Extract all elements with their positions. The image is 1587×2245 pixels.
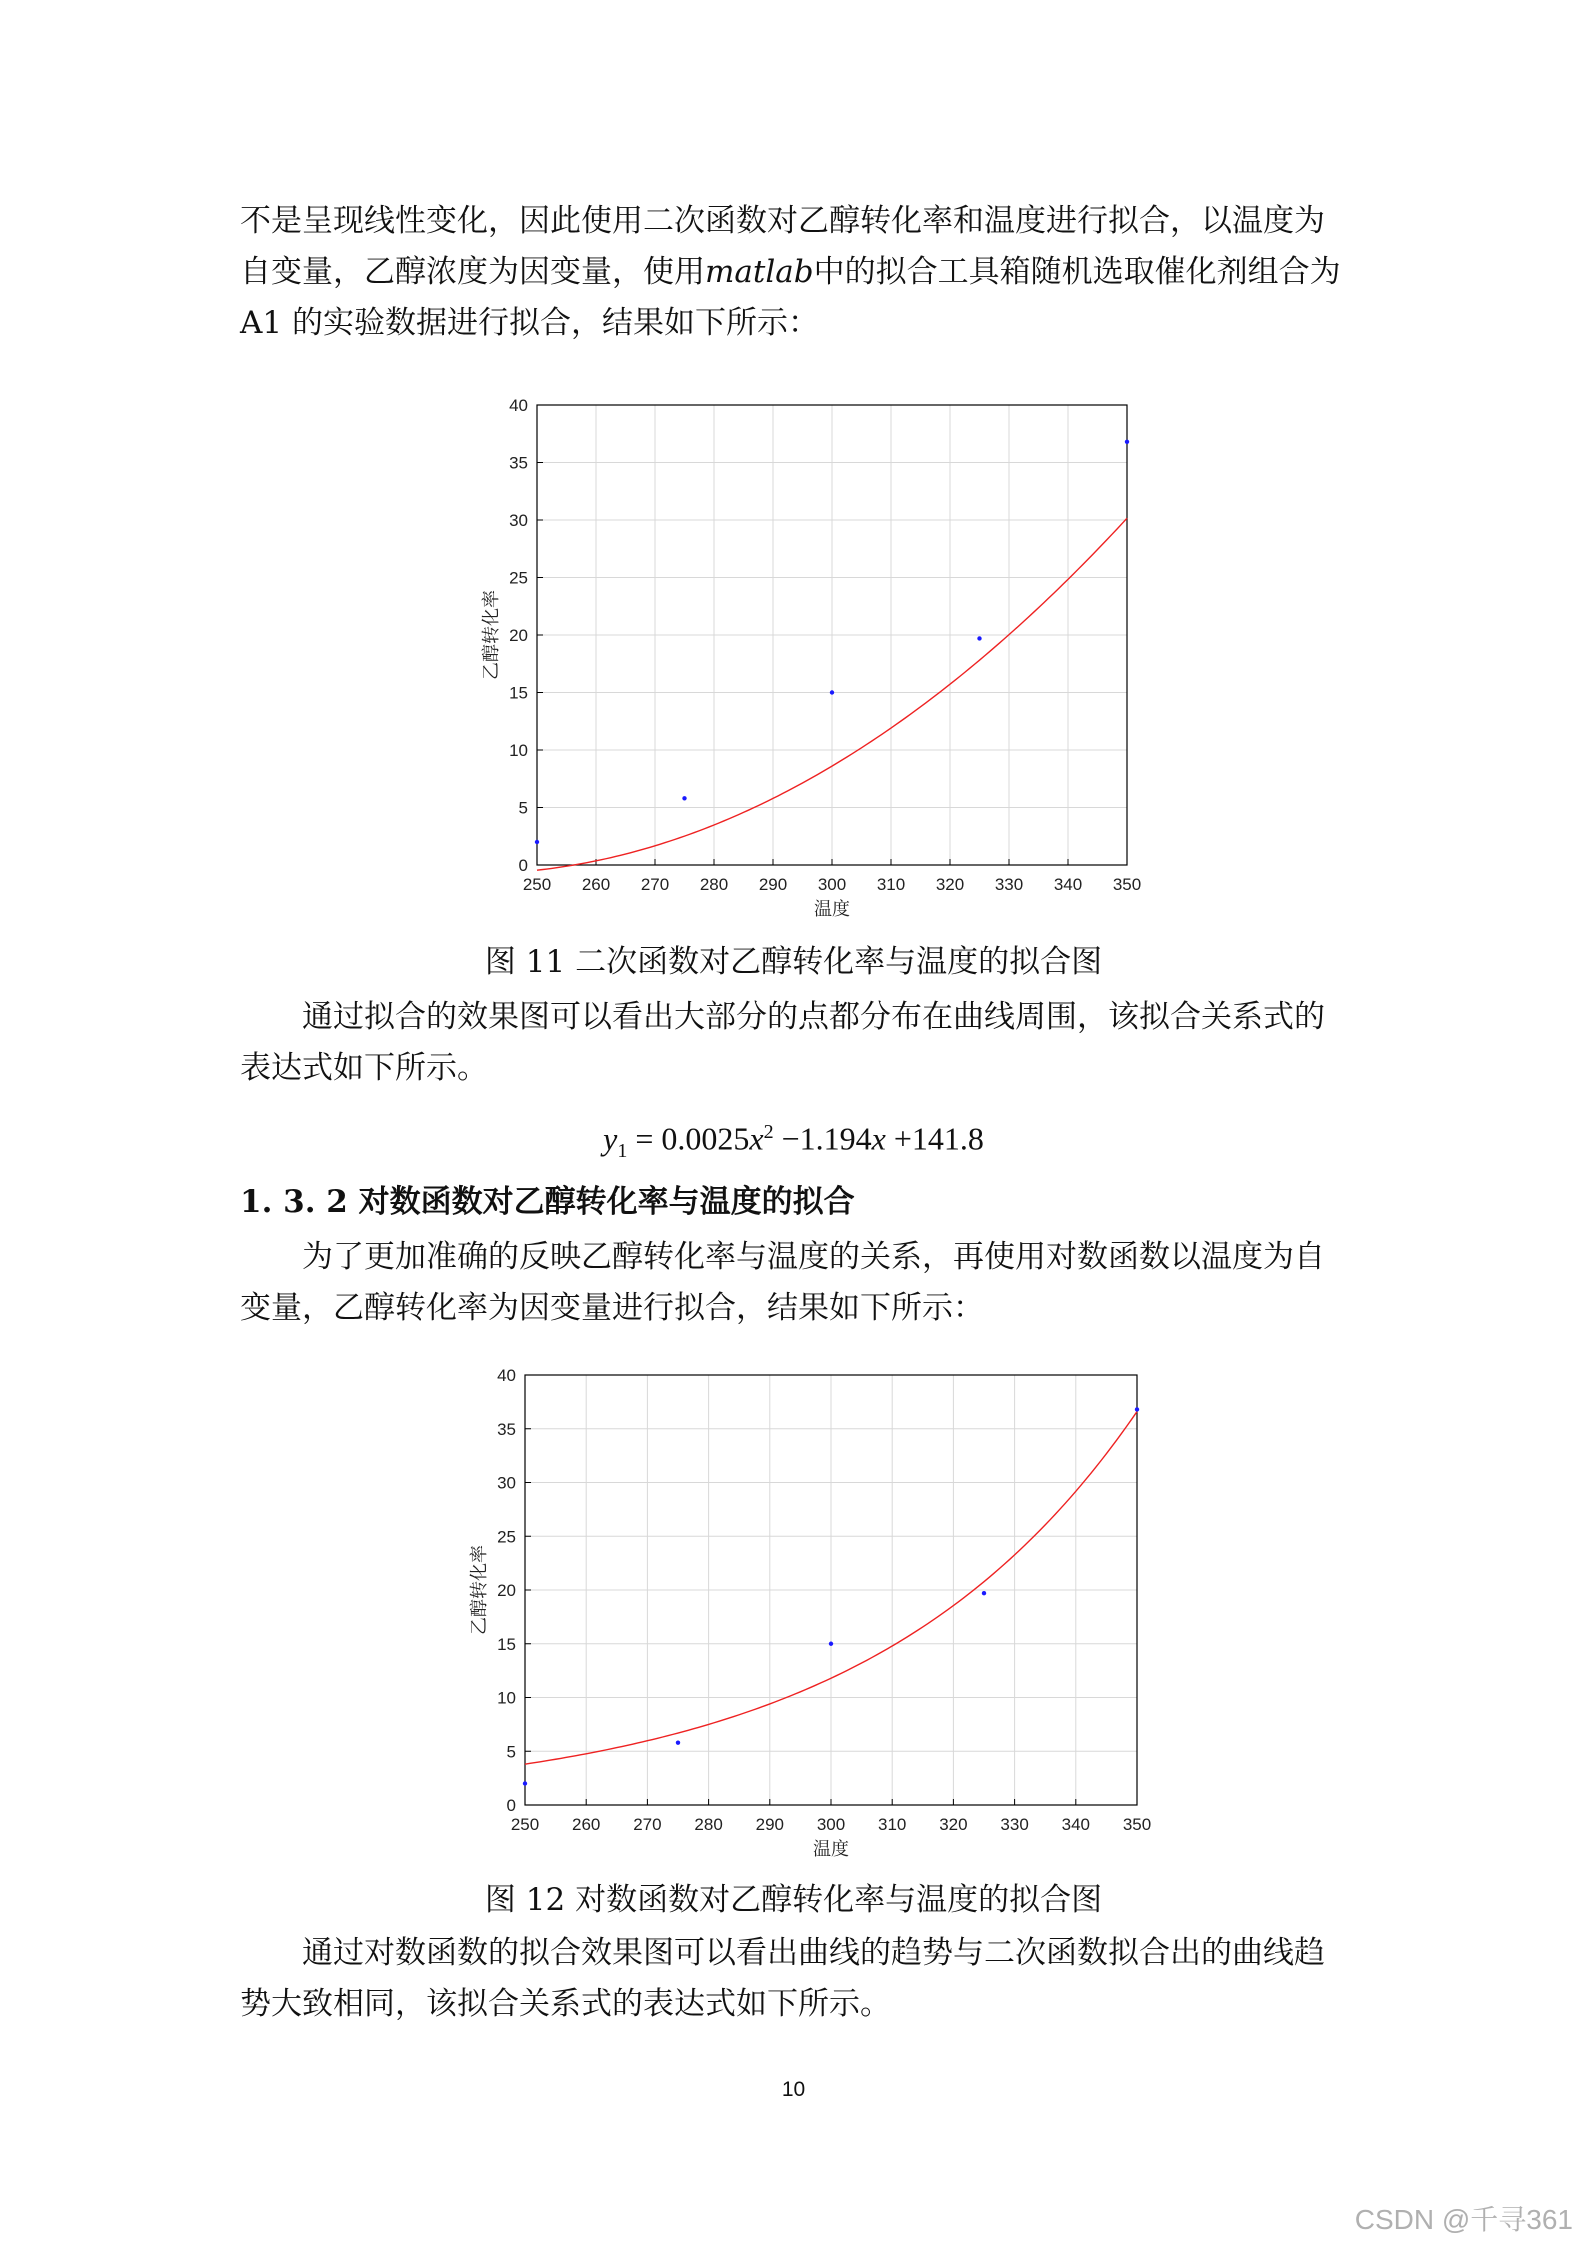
x-tick-label: 320 (939, 1815, 968, 1834)
x-tick-label: 330 (1000, 1815, 1029, 1834)
y-axis-label: 乙醇转化率 (481, 590, 501, 680)
data-point (1135, 1407, 1139, 1411)
y-tick-label: 35 (509, 453, 528, 473)
x-tick-label: 280 (699, 875, 729, 894)
y-tick-label: 35 (497, 1419, 516, 1439)
data-point (535, 840, 539, 844)
y-tick-label: 10 (509, 741, 528, 760)
page-number: 10 (781, 2078, 806, 2101)
figure-11-caption: 图 11 二次函数对乙醇转化率与温度的拟合图 (484, 944, 1103, 980)
x-tick-label: 350 (1112, 875, 1142, 894)
y-tick-label: 20 (509, 626, 528, 645)
x-tick-label: 350 (1122, 1815, 1152, 1834)
intro-text: 不是呈现线性变化，因此使用二次函数对乙醇转化率和温度进行拟合，以温度为自变量，乙醇浓度为因变量，使用 (240, 203, 1325, 290)
paragraph-fit-result: 通过拟合的效果图可以看出大部分的点都分布在曲线周围，该拟合关系式的表达式如下所示。 (240, 999, 1325, 1086)
y-tick-label: 0 (518, 856, 528, 875)
eq-sup: 2 (763, 1121, 774, 1143)
matlab-term: matlab (705, 254, 814, 290)
x-tick-label: 320 (935, 875, 965, 894)
data-point (1125, 440, 1129, 444)
x-tick-label: 260 (572, 1815, 601, 1834)
data-point (829, 1642, 833, 1646)
x-tick-label: 270 (633, 1815, 662, 1834)
y-tick-label: 20 (497, 1581, 516, 1600)
x-tick-label: 290 (755, 1815, 784, 1834)
y-tick-label: 5 (506, 1742, 516, 1762)
y-tick-label: 25 (509, 568, 528, 588)
figure-12-chart (465, 1365, 1165, 1865)
x-tick-label: 340 (1053, 875, 1083, 894)
x-tick-label: 310 (876, 875, 906, 894)
x-tick-label: 310 (878, 1815, 907, 1834)
y-tick-label: 10 (497, 1688, 516, 1708)
intro-text-rest: 中的拟合工具箱随机选取催化剂组合为A1 的实验数据进行拟合，结果如下所示： (240, 254, 1341, 341)
paragraph-log-intro: 为了更加准确的反映乙醇转化率与温度的关系，再使用对数函数以温度为自变量，乙醇转化率为因变量进行拟合，结果如下所示： (240, 1239, 1325, 1326)
y-tick-label: 5 (518, 798, 528, 818)
data-point (977, 636, 981, 640)
figure-12-caption: 图 12 对数函数对乙醇转化率与温度的拟合图 (484, 1882, 1103, 1918)
eq-x: x (749, 1120, 764, 1157)
x-tick-label: 340 (1061, 1815, 1090, 1834)
eq-coef-a: = 0.0025 (627, 1120, 750, 1157)
watermark: CSDN @千寻361 (1354, 2204, 1573, 2235)
paragraph-intro (240, 196, 1342, 349)
x-tick-label: 300 (816, 1815, 846, 1834)
y-tick-label: 30 (497, 1473, 516, 1493)
fit-equation (0, 1112, 1587, 1171)
eq-x2: x (871, 1120, 886, 1157)
x-tick-label: 250 (510, 1815, 540, 1834)
y-tick-label: 30 (509, 511, 528, 530)
y-axis-label: 乙醇转化率 (469, 1545, 489, 1635)
eq-y: y (603, 1120, 618, 1157)
eq-coef-b: −1.194 (773, 1120, 872, 1157)
eq-sub: 1 (617, 1140, 628, 1163)
x-axis-label: 温度 (814, 899, 850, 919)
x-tick-label: 270 (640, 875, 670, 894)
eq-const: +141.8 (885, 1120, 984, 1157)
figure-11-chart (480, 395, 1160, 930)
data-point (676, 1740, 680, 1744)
data-point (830, 690, 834, 694)
x-tick-label: 260 (581, 875, 611, 894)
x-tick-label: 330 (994, 875, 1024, 894)
y-tick-label: 40 (497, 1366, 516, 1385)
y-tick-label: 0 (506, 1796, 516, 1815)
x-tick-label: 290 (758, 875, 788, 894)
data-point (523, 1781, 527, 1785)
x-axis-label: 温度 (813, 1839, 849, 1859)
x-tick-label: 250 (522, 875, 552, 894)
paragraph-log-result: 通过对数函数的拟合效果图可以看出曲线的趋势与二次函数拟合出的曲线趋势大致相同，该拟合关系式的表达式如下所示。 (240, 1935, 1325, 2022)
y-tick-label: 15 (497, 1634, 516, 1654)
data-point (982, 1591, 986, 1595)
section-heading: 1. 3. 2 对数函数对乙醇转化率与温度的拟合 (240, 1184, 855, 1220)
data-point (682, 796, 686, 800)
y-tick-label: 40 (509, 396, 528, 415)
y-tick-label: 15 (509, 683, 528, 703)
y-tick-label: 25 (497, 1527, 516, 1547)
x-tick-label: 280 (694, 1815, 723, 1834)
x-tick-label: 300 (817, 875, 847, 894)
